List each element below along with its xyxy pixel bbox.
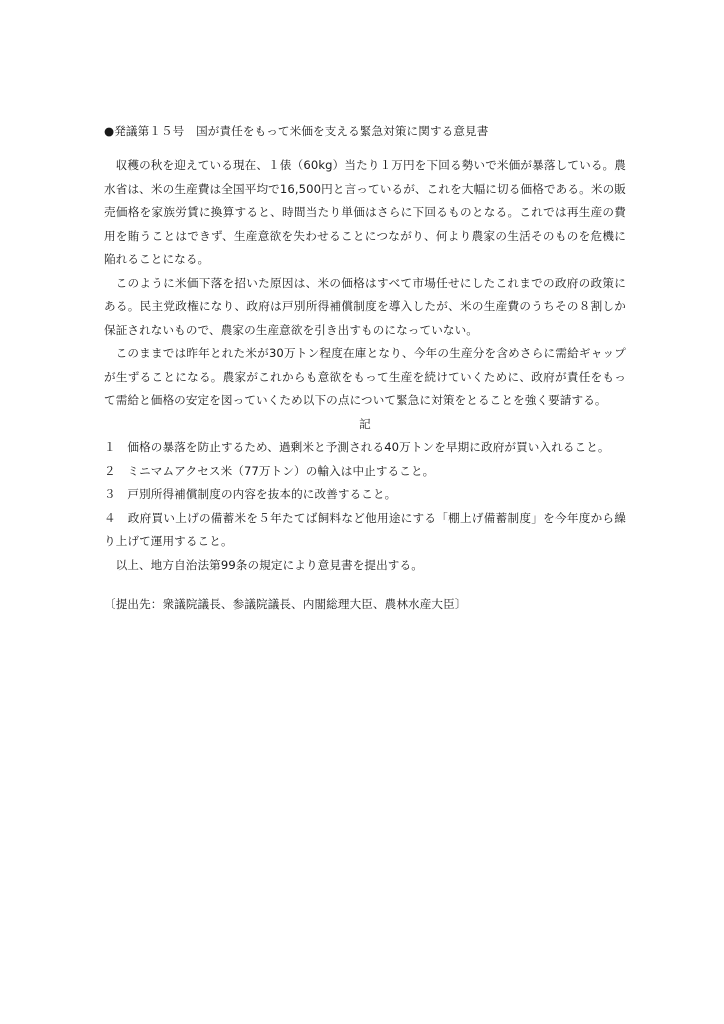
ki-heading: 記	[359, 416, 371, 431]
body-paragraph: このままでは昨年とれた米が30万トン程度在庫となり、今年の生産分を含めさらに需給ギャップが生ずることになる。農家がこれからも意欲をもって生産を続けていくために、政府が責任をもって需給と価格の安定を図っていくため以下の点について緊急に対策をとることを強く要請する。	[104, 346, 626, 407]
request-item: １ 価格の暴落を防止するため、過剰米と予測される40万トンを早期に政府が買い入れること。	[104, 440, 610, 454]
body-paragraph: このように米価下落を招いた原因は、米の価格はすべて市場任せにしたこれまでの政府の政策にある。民主党政権になり、政府は戸別所得補償制度を導入したが、米の生産費のうちその８割しか保証されないもので、農家の生産意欲を引き出すものになっていない。	[104, 275, 626, 337]
request-item: ２ ミニマムアクセス米（77万トン）の輸入は中止すること。	[104, 463, 435, 478]
document-title: ●発議第１５号 国が責任をもって米価を支える緊急対策に関する意見書	[104, 124, 489, 138]
recipients-line: 〔提出先：衆議院議長、参議院議長、内閣総理大臣、農林水産大臣〕	[104, 597, 467, 611]
request-item: ４ 政府買い上げの備蓄米を５年たてば飼料など他用途にする「棚上げ備蓄制度」を今年度から繰り上げて運用すること。	[104, 510, 626, 548]
closing-statement: 以上、地方自治法第99条の規定により意見書を提出する。	[115, 557, 423, 572]
request-item: ３ 戸別所得補償制度の内容を抜本的に改善すること。	[104, 487, 397, 501]
document-body	[104, 121, 626, 617]
body-paragraph: 収穫の秋を迎えている現在、１俵（60kg）当たり１万円を下回る勢いで米価が暴落している。農水省は、米の生産費は全国平均で16,500円と言っているが、これを大幅に切る価格である。米の販売価格を家族労賃に換算すると、時間当たり単価はさらに下回るものとなる。これでは再生産の費用を賄うことはできず、生産意欲を失わせることにつながり、何より農家の生活そのものを危機に陥れることになる。	[104, 158, 626, 266]
